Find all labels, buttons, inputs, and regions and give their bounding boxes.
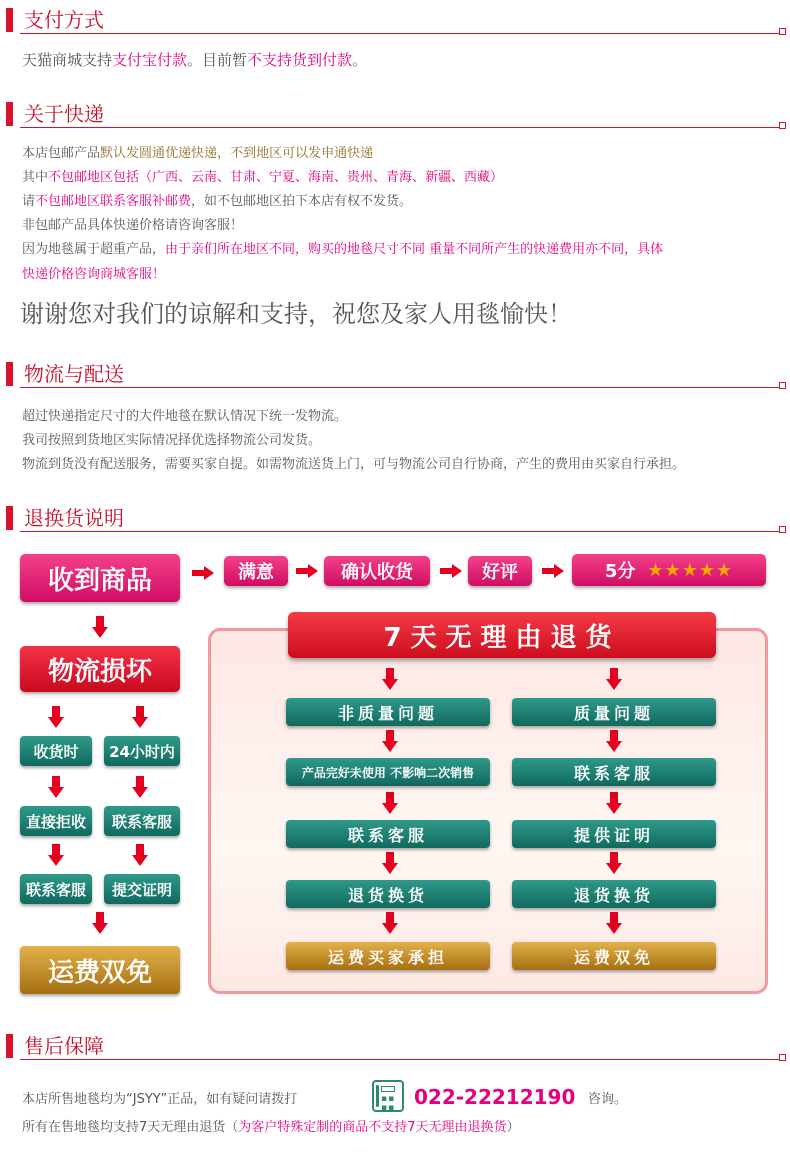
return-exchange-step: 退货换货: [512, 880, 716, 908]
arrow-down-icon: [382, 730, 398, 752]
arrow-down-icon: [382, 852, 398, 874]
header-rule: [20, 531, 782, 532]
text-span: 本店包邮产品: [22, 146, 101, 161]
text-span: 所有在售地毯均支持7天无理由退货（: [22, 1120, 239, 1135]
header-corner: [779, 1054, 786, 1061]
header-corner: [779, 382, 786, 389]
arrow-down-icon: [92, 616, 108, 638]
shipping-line-4: 非包邮产品具体快递价格请咨询客服！: [22, 218, 244, 233]
five-star-badge: [572, 554, 766, 586]
aftersale-line-1: 本店所售地毯均为“JSYY”正品，如有疑问请拨打: [22, 1092, 298, 1107]
logistics-line-1: 超过快递指定尺寸的大件地毯在默认情况下统一发物流。: [22, 409, 348, 424]
phone-keys: ▪▪ ▪▪: [381, 1094, 396, 1113]
header-bar: [6, 8, 13, 32]
free-shipping-step: 运费双免: [512, 942, 716, 970]
no-cod-text: 不支持货到付款: [247, 51, 353, 69]
when-received-tag: 收货时: [20, 736, 92, 766]
seven-day-frame: [208, 628, 768, 994]
arrow-down-icon: [132, 706, 148, 728]
buyer-pays-shipping-step: 运费买家承担: [286, 942, 490, 970]
header-corner: [779, 122, 786, 129]
courier-yto: 圆通优递: [139, 146, 192, 161]
within-24h-tag: 24小时内: [104, 736, 180, 766]
aftersale-line-1-tail: 咨询。: [588, 1092, 628, 1107]
logistics-damaged-badge: 物流损坏: [20, 646, 180, 692]
text-span: 天猫商城支持: [22, 51, 113, 69]
shipping-line-6: 快递价格咨询商城客服！: [22, 267, 166, 282]
phone-number: 022-22212190: [414, 1085, 576, 1109]
text-span: ，如不包邮地区拍下本店有权不发货。: [191, 194, 413, 209]
header-corner: [779, 526, 786, 533]
payment-text: [22, 48, 367, 72]
text-span: 快递: [191, 146, 218, 161]
section-header-shipping: [0, 98, 790, 132]
section-header-aftersale: [0, 1030, 790, 1064]
section-header-returns: [0, 502, 790, 536]
section-title: 售后保障: [24, 1034, 104, 1058]
submit-proof-tag: 提交证明: [104, 874, 180, 904]
contact-cs-step: 联系客服: [512, 758, 716, 786]
non-quality-issue-step: 非质量问题: [286, 698, 490, 726]
section-title: 退换货说明: [24, 506, 124, 530]
logistics-line-3: 物流到货没有配送服务，需要买家自提。如需物流送货上门，可与物流公司自行协商，产生的费用由买家自行承担。: [22, 457, 686, 472]
product-intact-step: 产品完好未使用 不影响二次销售: [286, 758, 490, 786]
header-bar: [6, 102, 13, 126]
arrow-right-icon: [440, 564, 462, 578]
section-title: 物流与配送: [24, 362, 124, 386]
phone-icon: [372, 1080, 404, 1112]
header-rule: [20, 1059, 782, 1060]
custom-order-note: 为客户特殊定制的商品不支持7天无理由退换货: [238, 1120, 507, 1135]
arrow-down-icon: [48, 776, 64, 798]
arrow-right-icon: [296, 564, 318, 578]
arrow-right-icon: [542, 564, 564, 578]
section-header-payment: [0, 4, 790, 38]
phone-screen: [381, 1086, 395, 1092]
phone-handle: [376, 1085, 379, 1107]
aftersale-line-2: [22, 1116, 520, 1140]
reject-directly-tag: 直接拒收: [20, 806, 92, 836]
satisfied-badge: 满意: [224, 556, 288, 586]
thanks-message: 谢谢您对我们的谅解和支持，祝您及家人用毯愉快！: [20, 300, 572, 328]
text-span: 请: [22, 194, 36, 209]
header-rule: [20, 33, 782, 34]
text-span: 由于亲们所在地区不同，购买的地毯尺寸不同 重量不同所产生的快递费用亦不同，具体: [165, 242, 664, 257]
arrow-down-icon: [382, 792, 398, 814]
provide-proof-step: 提供证明: [512, 820, 716, 848]
header-bar: [6, 362, 13, 386]
arrow-down-icon: [382, 668, 398, 690]
stars-icon: ★★★★★: [647, 559, 734, 581]
text-span: 。目前暂: [187, 51, 248, 69]
section-title: 支付方式: [24, 8, 104, 32]
quality-issue-step: 质量问题: [512, 698, 716, 726]
arrow-down-icon: [92, 912, 108, 934]
header-bar: [6, 1034, 13, 1058]
text-span: 默认发: [100, 146, 140, 161]
shipping-line-2: [22, 166, 503, 190]
text-span: 其中: [22, 170, 49, 185]
arrow-right-icon: [192, 566, 214, 580]
text-span: ）: [506, 1120, 520, 1135]
arrow-down-icon: [382, 912, 398, 934]
confirm-receipt-badge: 确认收货: [324, 556, 430, 586]
arrow-down-icon: [48, 844, 64, 866]
text-span: ，不到地区可以发: [217, 146, 322, 161]
arrow-down-icon: [606, 912, 622, 934]
shipping-line-5: [22, 238, 663, 262]
logistics-line-2: 我司按照到货地区实际情况择优选择物流公司发货。: [22, 433, 322, 448]
free-shipping-badge: 运费双免: [20, 946, 180, 994]
score-text: 5分: [604, 561, 636, 582]
receive-goods-badge: 收到商品: [20, 554, 180, 602]
contact-cs-tag: 联系客服: [104, 806, 180, 836]
header-corner: [779, 28, 786, 35]
courier-sto: 申通快递: [321, 146, 374, 161]
section-header-logistics: [0, 358, 790, 392]
section-title: 关于快递: [24, 102, 104, 126]
return-exchange-step: 退货换货: [286, 880, 490, 908]
arrow-down-icon: [606, 730, 622, 752]
arrow-down-icon: [48, 706, 64, 728]
contact-for-fee: 不包邮地区联系客服补邮费: [35, 194, 192, 209]
arrow-down-icon: [132, 776, 148, 798]
excluded-regions: 不包邮地区包括（广西、云南、甘肃、宁夏、海南、贵州、青海、新疆、西藏）: [48, 170, 504, 185]
seven-day-return-banner: 7天无理由退货: [288, 612, 716, 658]
header-rule: [20, 127, 782, 128]
header-bar: [6, 506, 13, 530]
text-span: 。: [352, 51, 368, 69]
contact-cs-tag: 联系客服: [20, 874, 92, 904]
shipping-line-1: [22, 142, 373, 166]
arrow-down-icon: [606, 852, 622, 874]
arrow-down-icon: [132, 844, 148, 866]
header-rule: [20, 387, 782, 388]
arrow-down-icon: [606, 668, 622, 690]
contact-cs-step: 联系客服: [286, 820, 490, 848]
arrow-down-icon: [606, 792, 622, 814]
text-span: 因为地毯属于超重产品，: [22, 242, 166, 257]
alipay-text: 支付宝付款: [112, 51, 188, 69]
good-review-badge: 好评: [468, 556, 532, 586]
shipping-line-3: [22, 190, 412, 214]
